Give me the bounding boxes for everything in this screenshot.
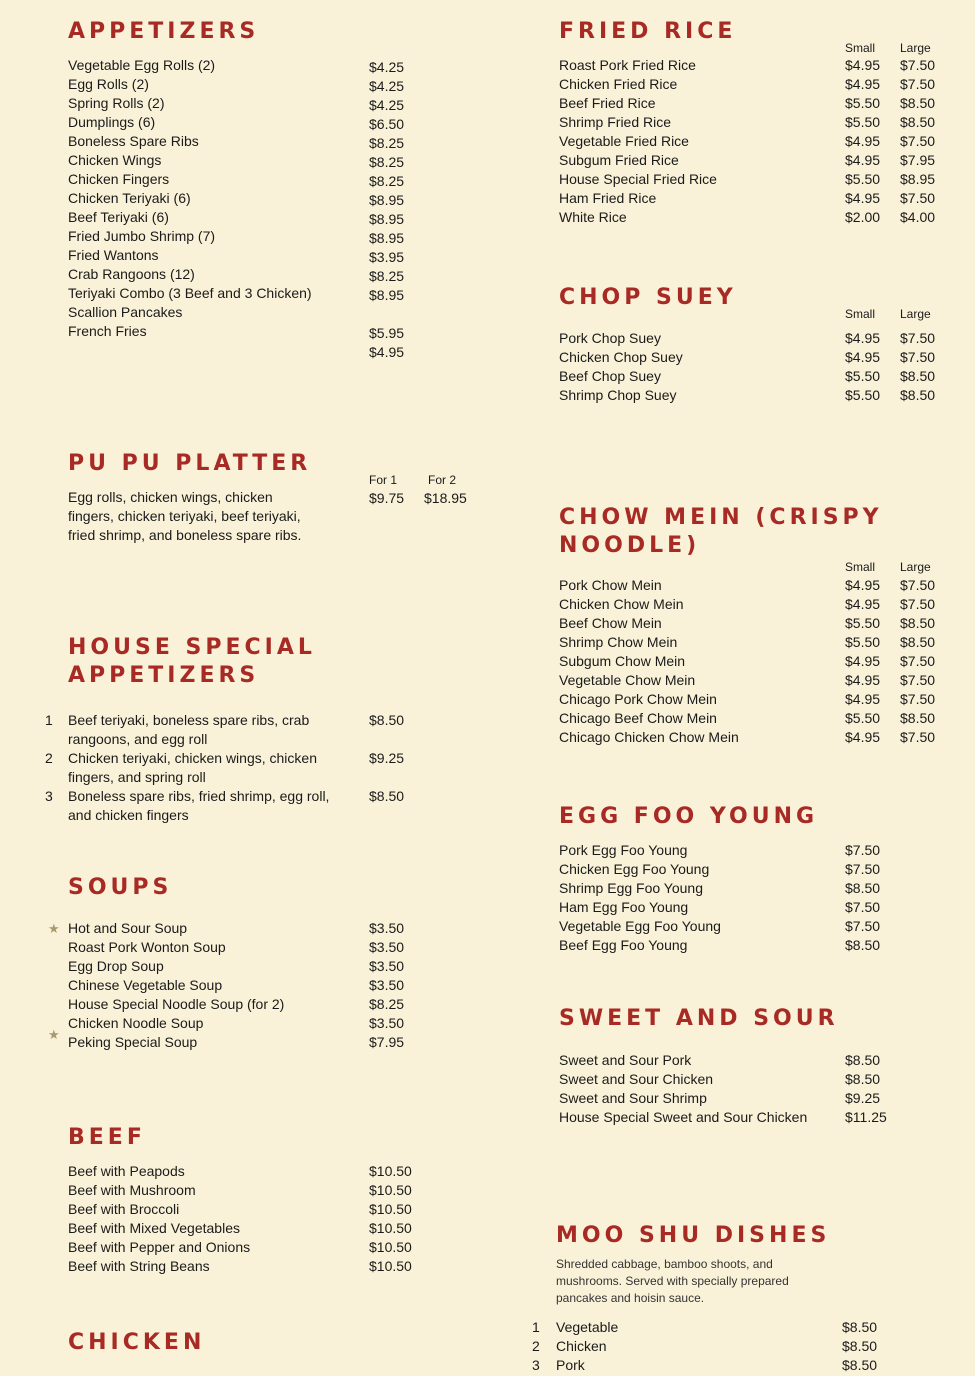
item-number: 2 bbox=[45, 750, 53, 766]
section-title-fried-rice: FRIED RICE bbox=[559, 19, 737, 44]
list-item-price: $10.50 bbox=[369, 1201, 412, 1217]
list-item-price: $8.95 bbox=[369, 230, 405, 246]
section-title-chow-mein-line2: NOODLE) bbox=[559, 533, 701, 558]
list-item-price: $7.50 bbox=[845, 918, 881, 934]
column-header-small: Small bbox=[845, 560, 876, 574]
section-title-appetizers: APPETIZERS bbox=[68, 19, 260, 44]
list-item-price: $7.50 bbox=[845, 861, 881, 877]
section-title-house-special-line1: HOUSE SPECIAL bbox=[68, 635, 316, 660]
column-header-small: Small bbox=[845, 41, 876, 55]
item-number: 2 bbox=[532, 1338, 540, 1354]
column-header-large: Large bbox=[900, 307, 931, 321]
list-item-price: $3.50 bbox=[369, 920, 405, 936]
price-small: $4.95 bbox=[845, 729, 881, 745]
list-item-price: $3.50 bbox=[369, 977, 405, 993]
list-item-name: Chicken Chop Suey bbox=[559, 349, 683, 365]
list-item-name: Pork Chow Mein bbox=[559, 577, 662, 593]
price-large: $7.50 bbox=[900, 596, 936, 612]
list-item-name: Crab Rangoons (12) bbox=[68, 266, 195, 282]
combo-description: Boneless spare ribs, fried shrimp, egg roll, and chicken fingers bbox=[68, 788, 330, 823]
list-item-name: Roast Pork Fried Rice bbox=[559, 57, 696, 73]
column-header-large: Large bbox=[900, 560, 931, 574]
list-item-name: Vegetable Egg Foo Young bbox=[559, 918, 721, 934]
list-item-name: Vegetable Chow Mein bbox=[559, 672, 696, 688]
price-large: $7.50 bbox=[900, 76, 936, 92]
price-small: $4.95 bbox=[845, 152, 881, 168]
list-item-price: $11.25 bbox=[845, 1109, 887, 1125]
list-item-name: Pork Egg Foo Young bbox=[559, 842, 688, 858]
list-item-price: $10.50 bbox=[369, 1163, 412, 1179]
list-item-name: Peking Special Soup bbox=[68, 1034, 198, 1050]
list-item-name: Spring Rolls (2) bbox=[68, 95, 165, 111]
list-item-name: Sweet and Sour Shrimp bbox=[559, 1090, 707, 1106]
list-item-name: Fried Jumbo Shrimp (7) bbox=[68, 228, 216, 244]
price-small: $4.95 bbox=[845, 133, 881, 149]
list-item-name: Chinese Vegetable Soup bbox=[68, 977, 223, 993]
list-item-price: $8.95 bbox=[369, 211, 405, 227]
list-item-price: $7.50 bbox=[845, 899, 881, 915]
price-large: $8.50 bbox=[900, 95, 936, 111]
price-large: $7.50 bbox=[900, 133, 936, 149]
list-item-name: Beef with Mushroom bbox=[68, 1182, 196, 1198]
list-item-name: Pork Chop Suey bbox=[559, 330, 661, 346]
price-small: $4.95 bbox=[845, 577, 881, 593]
price-for-1: $9.75 bbox=[369, 490, 405, 506]
item-number: 1 bbox=[532, 1319, 540, 1335]
section-title-chow-mein-line1: CHOW MEIN (CRISPY bbox=[559, 505, 883, 530]
price-large: $7.50 bbox=[900, 672, 936, 688]
combo-price: $9.25 bbox=[369, 750, 405, 766]
list-item-price: $10.50 bbox=[369, 1182, 412, 1198]
price-large: $8.50 bbox=[900, 114, 936, 130]
list-item-name: Chicago Chicken Chow Mein bbox=[559, 729, 739, 745]
list-item-name: Vegetable Egg Rolls (2) bbox=[68, 57, 216, 73]
section-title-beef: BEEF bbox=[68, 1125, 146, 1150]
column-header-for-2: For 2 bbox=[428, 473, 457, 487]
list-item-name: Fried Wantons bbox=[68, 247, 159, 263]
list-item-name: Beef Chop Suey bbox=[559, 368, 661, 384]
list-item-price: $8.50 bbox=[845, 937, 881, 953]
price-small: $4.95 bbox=[845, 596, 881, 612]
item-number: 3 bbox=[532, 1357, 540, 1373]
list-item-name: Beef with Pepper and Onions bbox=[68, 1239, 251, 1255]
price-small: $5.50 bbox=[845, 615, 881, 631]
list-item-name: Chicken Teriyaki (6) bbox=[68, 190, 191, 206]
star-icon: ★ bbox=[48, 1027, 60, 1042]
item-number: 3 bbox=[45, 788, 53, 804]
list-item-name: Chicken Egg Foo Young bbox=[559, 861, 710, 877]
price-small: $5.50 bbox=[845, 710, 881, 726]
list-item-price: $4.25 bbox=[369, 78, 405, 94]
price-small: $4.95 bbox=[845, 672, 881, 688]
list-item-name: Subgum Fried Rice bbox=[559, 152, 679, 168]
list-item-name: Roast Pork Wonton Soup bbox=[68, 939, 226, 955]
section-title-house-special-line2: APPETIZERS bbox=[68, 663, 260, 688]
column-header-large: Large bbox=[900, 41, 931, 55]
list-item-price: $8.25 bbox=[369, 996, 405, 1012]
list-item-name: Chicago Beef Chow Mein bbox=[559, 710, 717, 726]
list-item-name: White Rice bbox=[559, 209, 627, 225]
list-item-name: Beef with Mixed Vegetables bbox=[68, 1220, 240, 1236]
list-item-name: Beef Egg Foo Young bbox=[559, 937, 688, 953]
list-item-price: $3.50 bbox=[369, 958, 405, 974]
list-item-price: $3.50 bbox=[369, 1015, 405, 1031]
list-item-price: $5.95 bbox=[369, 325, 405, 341]
price-small: $5.50 bbox=[845, 368, 881, 384]
item-number: 1 bbox=[45, 712, 53, 728]
list-item-price: $10.50 bbox=[369, 1220, 412, 1236]
price-small: $4.95 bbox=[845, 190, 881, 206]
list-item-name: Beef with String Beans bbox=[68, 1258, 210, 1274]
list-item-price: $4.25 bbox=[369, 59, 405, 75]
list-item-name: Vegetable Fried Rice bbox=[559, 133, 689, 149]
list-item-price: $6.50 bbox=[369, 116, 405, 132]
price-large: $8.50 bbox=[900, 634, 936, 650]
section-title-egg-foo-young: EGG FOO YOUNG bbox=[559, 804, 819, 829]
column-header-small: Small bbox=[845, 307, 876, 321]
list-item-name: Shrimp Egg Foo Young bbox=[559, 880, 703, 896]
combo-description: Beef teriyaki, boneless spare ribs, crab rangoons, and egg roll bbox=[68, 712, 310, 747]
list-item-name: Dumplings (6) bbox=[68, 114, 156, 130]
price-for-2: $18.95 bbox=[424, 490, 467, 506]
price-large: $8.50 bbox=[900, 387, 936, 403]
list-item-price: $8.25 bbox=[369, 268, 405, 284]
list-item-price: $9.25 bbox=[845, 1090, 881, 1106]
list-item-name: Pork bbox=[556, 1357, 585, 1373]
price-large: $7.50 bbox=[900, 330, 936, 346]
price-large: $7.50 bbox=[900, 349, 936, 365]
list-item-price: $8.50 bbox=[845, 1071, 881, 1087]
price-small: $5.50 bbox=[845, 95, 881, 111]
price-large: $8.50 bbox=[900, 368, 936, 384]
list-item-name: Chicken Noodle Soup bbox=[68, 1015, 204, 1031]
list-item-name: Chicago Pork Chow Mein bbox=[559, 691, 717, 707]
list-item-price: $8.25 bbox=[369, 154, 405, 170]
list-item-name: Beef with Peapods bbox=[68, 1163, 185, 1179]
list-item-price: $4.95 bbox=[369, 344, 405, 360]
list-item-name: Teriyaki Combo (3 Beef and 3 Chicken) bbox=[68, 285, 312, 301]
list-item-name: Chicken bbox=[556, 1338, 607, 1354]
list-item-name: Scallion Pancakes bbox=[68, 304, 183, 320]
price-small: $4.95 bbox=[845, 330, 881, 346]
price-large: $8.50 bbox=[900, 710, 936, 726]
list-item-price: $3.50 bbox=[369, 939, 405, 955]
list-item-price: $8.50 bbox=[845, 1052, 881, 1068]
list-item-price: $10.50 bbox=[369, 1258, 412, 1274]
price-large: $4.00 bbox=[900, 209, 936, 225]
price-large: $7.50 bbox=[900, 653, 936, 669]
list-item-name: Chicken Wings bbox=[68, 152, 162, 168]
price-large: $7.50 bbox=[900, 729, 936, 745]
star-icon: ★ bbox=[48, 921, 60, 936]
list-item-name: Sweet and Sour Chicken bbox=[559, 1071, 714, 1087]
price-small: $2.00 bbox=[845, 209, 881, 225]
list-item-name: Beef Chow Mein bbox=[559, 615, 662, 631]
list-item-name: French Fries bbox=[68, 323, 147, 339]
list-item-name: Vegetable bbox=[556, 1319, 619, 1335]
list-item-name: Ham Fried Rice bbox=[559, 190, 657, 206]
list-item-price: $7.50 bbox=[845, 842, 881, 858]
list-item-name: Beef Fried Rice bbox=[559, 95, 656, 111]
list-item-name: Shrimp Fried Rice bbox=[559, 114, 672, 130]
price-large: $7.50 bbox=[900, 577, 936, 593]
price-small: $5.50 bbox=[845, 114, 881, 130]
price-small: $4.95 bbox=[845, 76, 881, 92]
list-item-name: House Special Sweet and Sour Chicken bbox=[559, 1109, 808, 1125]
list-item-price: $3.95 bbox=[369, 249, 405, 265]
list-item-name: Chicken Fingers bbox=[68, 171, 170, 187]
list-item-name: Beef with Broccoli bbox=[68, 1201, 180, 1217]
list-item-name: Chicken Fried Rice bbox=[559, 76, 678, 92]
list-item-name: Beef Teriyaki (6) bbox=[68, 209, 169, 225]
price-small: $5.50 bbox=[845, 387, 881, 403]
list-item-name: Sweet and Sour Pork bbox=[559, 1052, 692, 1068]
list-item-price: $8.50 bbox=[845, 880, 881, 896]
price-large: $8.95 bbox=[900, 171, 936, 187]
list-item-name: House Special Noodle Soup (for 2) bbox=[68, 996, 285, 1012]
pu-pu-description: Egg rolls, chicken wings, chicken fingers, chicken teriyaki, beef teriyaki, fried shrimp, and boneless spare ribs. bbox=[68, 489, 302, 543]
list-item-price: $8.95 bbox=[369, 192, 405, 208]
list-item-name: Egg Drop Soup bbox=[68, 958, 164, 974]
list-item-name: Boneless Spare Ribs bbox=[68, 133, 199, 149]
price-small: $4.95 bbox=[845, 653, 881, 669]
list-item-name: Egg Rolls (2) bbox=[68, 76, 149, 92]
list-item-price: $7.95 bbox=[369, 1034, 405, 1050]
section-title-soups: SOUPS bbox=[68, 875, 173, 900]
combo-description: Chicken teriyaki, chicken wings, chicken fingers, and spring roll bbox=[68, 750, 317, 785]
combo-price: $8.50 bbox=[369, 712, 405, 728]
price-large: $8.50 bbox=[900, 615, 936, 631]
moo-shu-description: Shredded cabbage, bamboo shoots, and mushrooms. Served with specially prepared pancakes and hoisin sauce. bbox=[556, 1257, 789, 1305]
section-title-chop-suey: CHOP SUEY bbox=[559, 285, 737, 310]
price-large: $7.50 bbox=[900, 691, 936, 707]
price-small: $4.95 bbox=[845, 691, 881, 707]
column-header-for-1: For 1 bbox=[369, 473, 398, 487]
list-item-price: $4.25 bbox=[369, 97, 405, 113]
price-small: $4.95 bbox=[845, 57, 881, 73]
list-item-price: $8.50 bbox=[842, 1319, 878, 1335]
combo-price: $8.50 bbox=[369, 788, 405, 804]
section-title-chicken: CHICKEN bbox=[68, 1330, 206, 1355]
list-item-price: $8.25 bbox=[369, 173, 405, 189]
price-large: $7.50 bbox=[900, 57, 936, 73]
list-item-name: House Special Fried Rice bbox=[559, 171, 717, 187]
price-small: $5.50 bbox=[845, 634, 881, 650]
list-item-name: Shrimp Chop Suey bbox=[559, 387, 677, 403]
list-item-name: Hot and Sour Soup bbox=[68, 920, 188, 936]
list-item-price: $8.95 bbox=[369, 287, 405, 303]
list-item-price: $8.50 bbox=[842, 1357, 878, 1373]
list-item-name: Subgum Chow Mein bbox=[559, 653, 686, 669]
list-item-name: Chicken Chow Mein bbox=[559, 596, 684, 612]
list-item-price: $8.50 bbox=[842, 1338, 878, 1354]
list-item-name: Shrimp Chow Mein bbox=[559, 634, 678, 650]
price-small: $5.50 bbox=[845, 171, 881, 187]
section-title-pu-pu-platter: PU PU PLATTER bbox=[68, 451, 312, 476]
list-item-name: Ham Egg Foo Young bbox=[559, 899, 689, 915]
section-title-sweet-and-sour: SWEET AND SOUR bbox=[559, 1006, 839, 1031]
list-item-price: $8.25 bbox=[369, 135, 405, 151]
price-large: $7.50 bbox=[900, 190, 936, 206]
price-small: $4.95 bbox=[845, 349, 881, 365]
list-item-price: $10.50 bbox=[369, 1239, 412, 1255]
section-title-moo-shu: MOO SHU DISHES bbox=[556, 1223, 831, 1248]
price-large: $7.95 bbox=[900, 152, 936, 168]
